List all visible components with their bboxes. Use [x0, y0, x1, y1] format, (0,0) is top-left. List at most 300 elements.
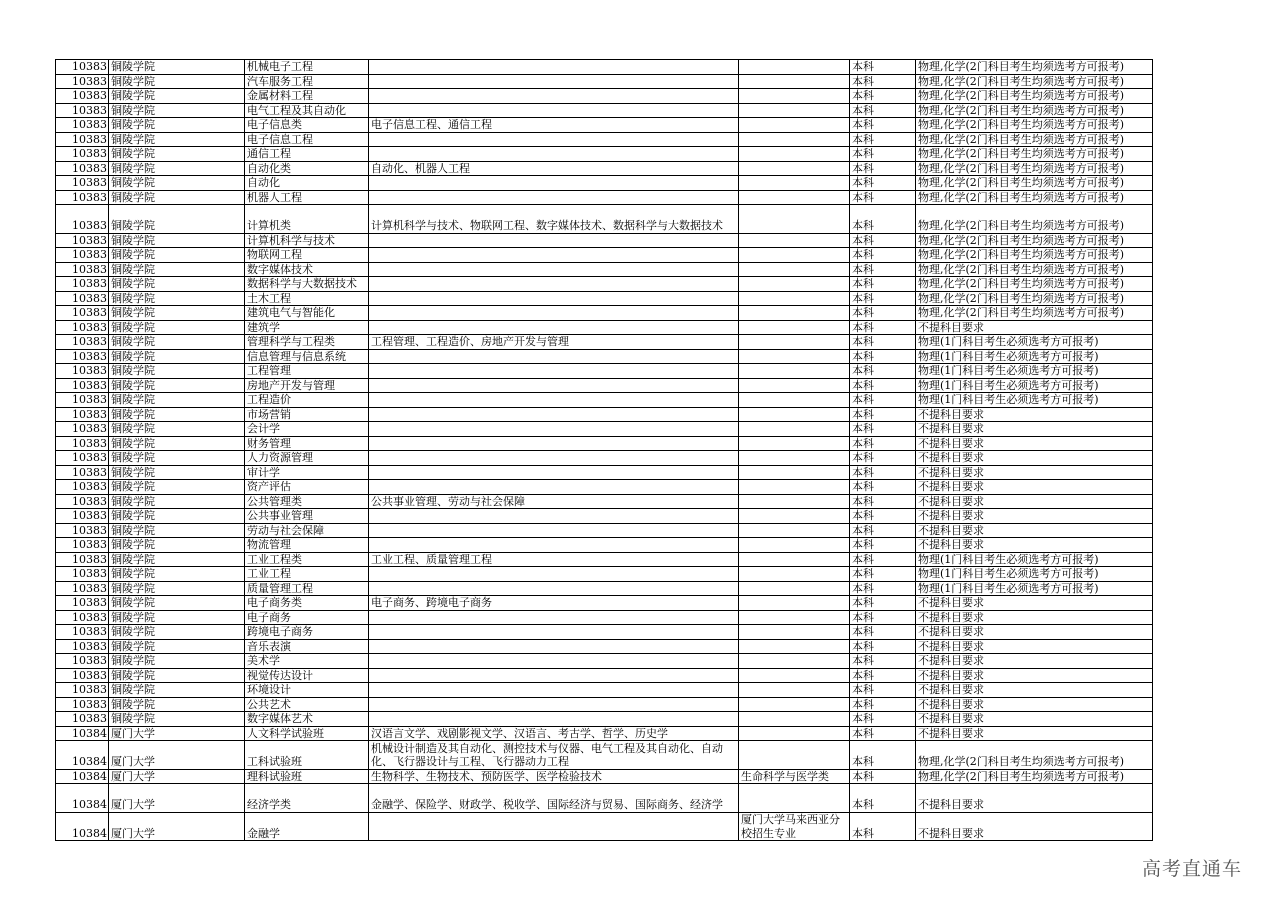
remark-cell	[739, 176, 850, 191]
remark-cell	[739, 422, 850, 437]
level-cell: 本科	[850, 784, 916, 813]
level-cell: 本科	[850, 697, 916, 712]
included-majors-cell: 公共事业管理、劳动与社会保障	[369, 494, 739, 509]
included-majors-cell: 电子信息工程、通信工程	[369, 118, 739, 133]
table-row	[56, 712, 1153, 727]
major-name-cell: 建筑学	[245, 320, 369, 335]
major-name-cell: 环境设计	[245, 683, 369, 698]
included-majors-cell	[369, 393, 739, 408]
remark-cell	[739, 552, 850, 567]
subject-requirement-cell: 物理,化学(2门科目考生均须选考方可报考)	[916, 60, 1153, 75]
subject-requirement-cell: 物理(1门科目考生必须选考方可报考)	[916, 581, 1153, 596]
remark-cell	[739, 161, 850, 176]
included-majors-cell	[369, 538, 739, 553]
subject-requirement-cell: 物理,化学(2门科目考生均须选考方可报考)	[916, 89, 1153, 104]
table-row	[56, 741, 1153, 770]
level-cell: 本科	[850, 769, 916, 784]
school-code-cell: 10383	[56, 205, 109, 234]
level-cell: 本科	[850, 625, 916, 640]
school-code-cell: 10383	[56, 567, 109, 582]
subject-requirement-cell: 物理,化学(2门科目考生均须选考方可报考)	[916, 277, 1153, 292]
included-majors-cell	[369, 291, 739, 306]
major-name-cell: 公共艺术	[245, 697, 369, 712]
subject-requirement-cell: 不提科目要求	[916, 697, 1153, 712]
remark-cell	[739, 451, 850, 466]
subject-requirement-cell: 不提科目要求	[916, 654, 1153, 669]
school-code-cell: 10383	[56, 60, 109, 75]
included-majors-cell	[369, 176, 739, 191]
school-code-cell: 10384	[56, 769, 109, 784]
subject-requirement-cell: 物理,化学(2门科目考生均须选考方可报考)	[916, 103, 1153, 118]
table-row	[56, 610, 1153, 625]
major-name-cell: 电子信息工程	[245, 132, 369, 147]
major-name-cell: 数字媒体技术	[245, 262, 369, 277]
school-code-cell: 10383	[56, 436, 109, 451]
subject-requirement-cell: 不提科目要求	[916, 683, 1153, 698]
major-name-cell: 工程管理	[245, 364, 369, 379]
school-name-cell: 铜陵学院	[109, 378, 245, 393]
level-cell: 本科	[850, 451, 916, 466]
level-cell: 本科	[850, 320, 916, 335]
included-majors-cell	[369, 60, 739, 75]
major-name-cell: 工业工程类	[245, 552, 369, 567]
school-code-cell: 10383	[56, 625, 109, 640]
subject-requirement-cell: 物理(1门科目考生必须选考方可报考)	[916, 349, 1153, 364]
major-name-cell: 数字媒体艺术	[245, 712, 369, 727]
level-cell: 本科	[850, 712, 916, 727]
subject-requirement-cell: 不提科目要求	[916, 712, 1153, 727]
included-majors-cell	[369, 451, 739, 466]
school-code-cell: 10383	[56, 161, 109, 176]
school-code-cell: 10383	[56, 697, 109, 712]
subject-requirement-cell: 不提科目要求	[916, 422, 1153, 437]
table-row	[56, 596, 1153, 611]
remark-cell: 生命科学与医学类	[739, 769, 850, 784]
remark-cell	[739, 190, 850, 205]
level-cell: 本科	[850, 233, 916, 248]
table-row	[56, 683, 1153, 698]
level-cell: 本科	[850, 262, 916, 277]
subject-requirement-cell: 不提科目要求	[916, 523, 1153, 538]
remark-cell	[739, 654, 850, 669]
subject-requirement-cell: 物理(1门科目考生必须选考方可报考)	[916, 552, 1153, 567]
table-row	[56, 277, 1153, 292]
school-code-cell: 10383	[56, 378, 109, 393]
level-cell: 本科	[850, 132, 916, 147]
included-majors-cell	[369, 248, 739, 263]
remark-cell	[739, 291, 850, 306]
included-majors-cell: 电子商务、跨境电子商务	[369, 596, 739, 611]
school-code-cell: 10383	[56, 291, 109, 306]
school-name-cell: 铜陵学院	[109, 480, 245, 495]
table-row	[56, 205, 1153, 234]
subject-requirement-cell: 不提科目要求	[916, 451, 1153, 466]
included-majors-cell	[369, 697, 739, 712]
level-cell: 本科	[850, 393, 916, 408]
included-majors-cell	[369, 567, 739, 582]
table-row	[56, 581, 1153, 596]
included-majors-cell	[369, 465, 739, 480]
level-cell: 本科	[850, 581, 916, 596]
school-code-cell: 10383	[56, 494, 109, 509]
school-code-cell: 10383	[56, 349, 109, 364]
subject-requirement-cell: 不提科目要求	[916, 639, 1153, 654]
subject-requirement-cell: 物理(1门科目考生必须选考方可报考)	[916, 567, 1153, 582]
table-row	[56, 306, 1153, 321]
major-name-cell: 金属材料工程	[245, 89, 369, 104]
subject-requirement-cell: 不提科目要求	[916, 480, 1153, 495]
remark-cell	[739, 697, 850, 712]
level-cell: 本科	[850, 349, 916, 364]
school-code-cell: 10384	[56, 726, 109, 741]
table-row	[56, 74, 1153, 89]
included-majors-cell	[369, 364, 739, 379]
school-name-cell: 铜陵学院	[109, 364, 245, 379]
table-row	[56, 320, 1153, 335]
school-name-cell: 铜陵学院	[109, 523, 245, 538]
subject-requirement-cell: 物理,化学(2门科目考生均须选考方可报考)	[916, 291, 1153, 306]
school-code-cell: 10383	[56, 233, 109, 248]
included-majors-cell	[369, 320, 739, 335]
remark-cell	[739, 538, 850, 553]
remark-cell	[739, 205, 850, 234]
remark-cell	[739, 233, 850, 248]
table-row	[56, 480, 1153, 495]
major-name-cell: 财务管理	[245, 436, 369, 451]
level-cell: 本科	[850, 538, 916, 553]
school-name-cell: 铜陵学院	[109, 697, 245, 712]
remark-cell	[739, 306, 850, 321]
remark-cell	[739, 581, 850, 596]
remark-cell	[739, 639, 850, 654]
level-cell: 本科	[850, 161, 916, 176]
school-name-cell: 厦门大学	[109, 726, 245, 741]
table-row	[56, 176, 1153, 191]
major-name-cell: 房地产开发与管理	[245, 378, 369, 393]
subject-requirement-cell: 物理,化学(2门科目考生均须选考方可报考)	[916, 741, 1153, 770]
subject-requirement-cell: 物理,化学(2门科目考生均须选考方可报考)	[916, 176, 1153, 191]
subject-requirement-cell: 不提科目要求	[916, 784, 1153, 813]
level-cell: 本科	[850, 118, 916, 133]
remark-cell	[739, 712, 850, 727]
subject-requirement-cell: 不提科目要求	[916, 668, 1153, 683]
level-cell: 本科	[850, 567, 916, 582]
major-name-cell: 会计学	[245, 422, 369, 437]
subject-requirement-cell: 物理(1门科目考生必须选考方可报考)	[916, 364, 1153, 379]
table-row	[56, 262, 1153, 277]
school-name-cell: 铜陵学院	[109, 60, 245, 75]
remark-cell	[739, 726, 850, 741]
table-row	[56, 407, 1153, 422]
school-name-cell: 铜陵学院	[109, 190, 245, 205]
included-majors-cell: 自动化、机器人工程	[369, 161, 739, 176]
major-name-cell: 市场营销	[245, 407, 369, 422]
school-name-cell: 铜陵学院	[109, 436, 245, 451]
table-row	[56, 784, 1153, 813]
school-name-cell: 铜陵学院	[109, 712, 245, 727]
subject-requirement-cell: 物理,化学(2门科目考生均须选考方可报考)	[916, 262, 1153, 277]
major-name-cell: 土木工程	[245, 291, 369, 306]
level-cell: 本科	[850, 683, 916, 698]
school-code-cell: 10383	[56, 668, 109, 683]
major-name-cell: 电子商务类	[245, 596, 369, 611]
school-code-cell: 10383	[56, 654, 109, 669]
included-majors-cell	[369, 378, 739, 393]
included-majors-cell: 金融学、保险学、财政学、税收学、国际经济与贸易、国际商务、经济学	[369, 784, 739, 813]
remark-cell	[739, 147, 850, 162]
table-row	[56, 378, 1153, 393]
school-code-cell: 10383	[56, 610, 109, 625]
school-name-cell: 铜陵学院	[109, 335, 245, 350]
table-row	[56, 726, 1153, 741]
major-name-cell: 金融学	[245, 812, 369, 841]
level-cell: 本科	[850, 596, 916, 611]
included-majors-cell	[369, 103, 739, 118]
table-row	[56, 494, 1153, 509]
level-cell: 本科	[850, 610, 916, 625]
school-code-cell: 10383	[56, 465, 109, 480]
level-cell: 本科	[850, 147, 916, 162]
level-cell: 本科	[850, 465, 916, 480]
table-row	[56, 89, 1153, 104]
subject-requirement-cell: 物理,化学(2门科目考生均须选考方可报考)	[916, 769, 1153, 784]
remark-cell	[739, 118, 850, 133]
level-cell: 本科	[850, 248, 916, 263]
school-code-cell: 10383	[56, 683, 109, 698]
table-row	[56, 132, 1153, 147]
school-name-cell: 铜陵学院	[109, 262, 245, 277]
level-cell: 本科	[850, 436, 916, 451]
school-name-cell: 铜陵学院	[109, 205, 245, 234]
included-majors-cell	[369, 668, 739, 683]
subject-requirement-cell: 不提科目要求	[916, 494, 1153, 509]
school-code-cell: 10383	[56, 509, 109, 524]
subject-requirement-cell: 物理,化学(2门科目考生均须选考方可报考)	[916, 147, 1153, 162]
level-cell: 本科	[850, 103, 916, 118]
major-name-cell: 计算机类	[245, 205, 369, 234]
major-name-cell: 工科试验班	[245, 741, 369, 770]
school-name-cell: 铜陵学院	[109, 291, 245, 306]
subject-requirement-cell: 物理,化学(2门科目考生均须选考方可报考)	[916, 118, 1153, 133]
major-name-cell: 工业工程	[245, 567, 369, 582]
table-row	[56, 639, 1153, 654]
major-name-cell: 电气工程及其自动化	[245, 103, 369, 118]
level-cell: 本科	[850, 639, 916, 654]
school-name-cell: 厦门大学	[109, 784, 245, 813]
school-code-cell: 10383	[56, 422, 109, 437]
included-majors-cell	[369, 147, 739, 162]
remark-cell	[739, 349, 850, 364]
subject-requirement-cell: 不提科目要求	[916, 320, 1153, 335]
table-row	[56, 291, 1153, 306]
major-name-cell: 物流管理	[245, 538, 369, 553]
school-code-cell: 10383	[56, 118, 109, 133]
school-name-cell: 铜陵学院	[109, 393, 245, 408]
included-majors-cell	[369, 190, 739, 205]
school-code-cell: 10383	[56, 132, 109, 147]
remark-cell	[739, 393, 850, 408]
remark-cell	[739, 480, 850, 495]
included-majors-cell	[369, 683, 739, 698]
school-code-cell: 10384	[56, 784, 109, 813]
major-name-cell: 数据科学与大数据技术	[245, 277, 369, 292]
included-majors-cell: 汉语言文学、戏剧影视文学、汉语言、考古学、哲学、历史学	[369, 726, 739, 741]
major-name-cell: 劳动与社会保障	[245, 523, 369, 538]
major-name-cell: 美术学	[245, 654, 369, 669]
school-code-cell: 10383	[56, 480, 109, 495]
remark-cell	[739, 277, 850, 292]
included-majors-cell	[369, 349, 739, 364]
included-majors-cell	[369, 436, 739, 451]
school-code-cell: 10383	[56, 306, 109, 321]
school-name-cell: 铜陵学院	[109, 610, 245, 625]
included-majors-cell	[369, 581, 739, 596]
major-name-cell: 人力资源管理	[245, 451, 369, 466]
school-code-cell: 10383	[56, 639, 109, 654]
school-name-cell: 铜陵学院	[109, 625, 245, 640]
table-row	[56, 668, 1153, 683]
school-code-cell: 10383	[56, 393, 109, 408]
included-majors-cell	[369, 277, 739, 292]
school-code-cell: 10383	[56, 581, 109, 596]
table-row	[56, 190, 1153, 205]
subject-requirement-cell: 不提科目要求	[916, 812, 1153, 841]
major-name-cell: 机械电子工程	[245, 60, 369, 75]
school-code-cell: 10383	[56, 190, 109, 205]
included-majors-cell	[369, 480, 739, 495]
school-name-cell: 厦门大学	[109, 769, 245, 784]
school-code-cell: 10383	[56, 596, 109, 611]
school-name-cell: 铜陵学院	[109, 465, 245, 480]
school-code-cell: 10384	[56, 741, 109, 770]
school-name-cell: 铜陵学院	[109, 422, 245, 437]
major-name-cell: 管理科学与工程类	[245, 335, 369, 350]
table-row	[56, 465, 1153, 480]
remark-cell	[739, 596, 850, 611]
level-cell: 本科	[850, 407, 916, 422]
table-row	[56, 248, 1153, 263]
remark-cell	[739, 103, 850, 118]
school-name-cell: 铜陵学院	[109, 161, 245, 176]
level-cell: 本科	[850, 726, 916, 741]
included-majors-cell	[369, 625, 739, 640]
level-cell: 本科	[850, 654, 916, 669]
admission-table-container	[55, 59, 1153, 841]
major-name-cell: 建筑电气与智能化	[245, 306, 369, 321]
school-code-cell: 10383	[56, 451, 109, 466]
table-row	[56, 422, 1153, 437]
included-majors-cell	[369, 639, 739, 654]
major-name-cell: 理科试验班	[245, 769, 369, 784]
school-name-cell: 铜陵学院	[109, 407, 245, 422]
included-majors-cell	[369, 422, 739, 437]
school-name-cell: 铜陵学院	[109, 654, 245, 669]
table-row	[56, 523, 1153, 538]
subject-requirement-cell: 不提科目要求	[916, 625, 1153, 640]
major-name-cell: 音乐表演	[245, 639, 369, 654]
school-name-cell: 铜陵学院	[109, 277, 245, 292]
subject-requirement-cell: 物理,化学(2门科目考生均须选考方可报考)	[916, 74, 1153, 89]
table-row	[56, 509, 1153, 524]
included-majors-cell	[369, 262, 739, 277]
level-cell: 本科	[850, 190, 916, 205]
school-code-cell: 10383	[56, 147, 109, 162]
table-row	[56, 625, 1153, 640]
level-cell: 本科	[850, 205, 916, 234]
table-row	[56, 538, 1153, 553]
table-row	[56, 451, 1153, 466]
school-name-cell: 厦门大学	[109, 812, 245, 841]
level-cell: 本科	[850, 509, 916, 524]
major-name-cell: 跨境电子商务	[245, 625, 369, 640]
school-name-cell: 铜陵学院	[109, 668, 245, 683]
school-name-cell: 铜陵学院	[109, 581, 245, 596]
included-majors-cell	[369, 132, 739, 147]
subject-requirement-cell: 不提科目要求	[916, 436, 1153, 451]
subject-requirement-cell: 物理,化学(2门科目考生均须选考方可报考)	[916, 233, 1153, 248]
included-majors-cell	[369, 233, 739, 248]
major-name-cell: 质量管理工程	[245, 581, 369, 596]
school-name-cell: 铜陵学院	[109, 147, 245, 162]
included-majors-cell: 工业工程、质量管理工程	[369, 552, 739, 567]
subject-requirement-cell: 物理,化学(2门科目考生均须选考方可报考)	[916, 205, 1153, 234]
level-cell: 本科	[850, 277, 916, 292]
included-majors-cell	[369, 523, 739, 538]
school-name-cell: 铜陵学院	[109, 596, 245, 611]
school-name-cell: 铜陵学院	[109, 89, 245, 104]
school-code-cell: 10383	[56, 712, 109, 727]
subject-requirement-cell: 不提科目要求	[916, 610, 1153, 625]
school-name-cell: 铜陵学院	[109, 451, 245, 466]
school-name-cell: 铜陵学院	[109, 74, 245, 89]
table-row	[56, 697, 1153, 712]
major-name-cell: 资产评估	[245, 480, 369, 495]
major-name-cell: 自动化类	[245, 161, 369, 176]
table-row	[56, 393, 1153, 408]
subject-requirement-cell: 物理,化学(2门科目考生均须选考方可报考)	[916, 306, 1153, 321]
level-cell: 本科	[850, 668, 916, 683]
school-name-cell: 铜陵学院	[109, 103, 245, 118]
school-code-cell: 10383	[56, 320, 109, 335]
remark-cell	[739, 436, 850, 451]
remark-cell	[739, 132, 850, 147]
school-name-cell: 铜陵学院	[109, 118, 245, 133]
school-name-cell: 铜陵学院	[109, 639, 245, 654]
table-row	[56, 161, 1153, 176]
subject-requirement-cell: 不提科目要求	[916, 509, 1153, 524]
table-row	[56, 567, 1153, 582]
included-majors-cell	[369, 654, 739, 669]
level-cell: 本科	[850, 378, 916, 393]
school-name-cell: 铜陵学院	[109, 552, 245, 567]
subject-requirement-cell: 物理,化学(2门科目考生均须选考方可报考)	[916, 161, 1153, 176]
level-cell: 本科	[850, 306, 916, 321]
major-name-cell: 经济学类	[245, 784, 369, 813]
school-code-cell: 10383	[56, 407, 109, 422]
included-majors-cell: 生物科学、生物技术、预防医学、医学检验技术	[369, 769, 739, 784]
remark-cell	[739, 523, 850, 538]
remark-cell: 厦门大学马来西亚分校招生专业	[739, 812, 850, 841]
school-code-cell: 10383	[56, 364, 109, 379]
school-name-cell: 铜陵学院	[109, 494, 245, 509]
school-name-cell: 铜陵学院	[109, 349, 245, 364]
level-cell: 本科	[850, 176, 916, 191]
subject-requirement-cell: 物理(1门科目考生必须选考方可报考)	[916, 378, 1153, 393]
included-majors-cell	[369, 509, 739, 524]
remark-cell	[739, 335, 850, 350]
table-row	[56, 103, 1153, 118]
major-name-cell: 机器人工程	[245, 190, 369, 205]
